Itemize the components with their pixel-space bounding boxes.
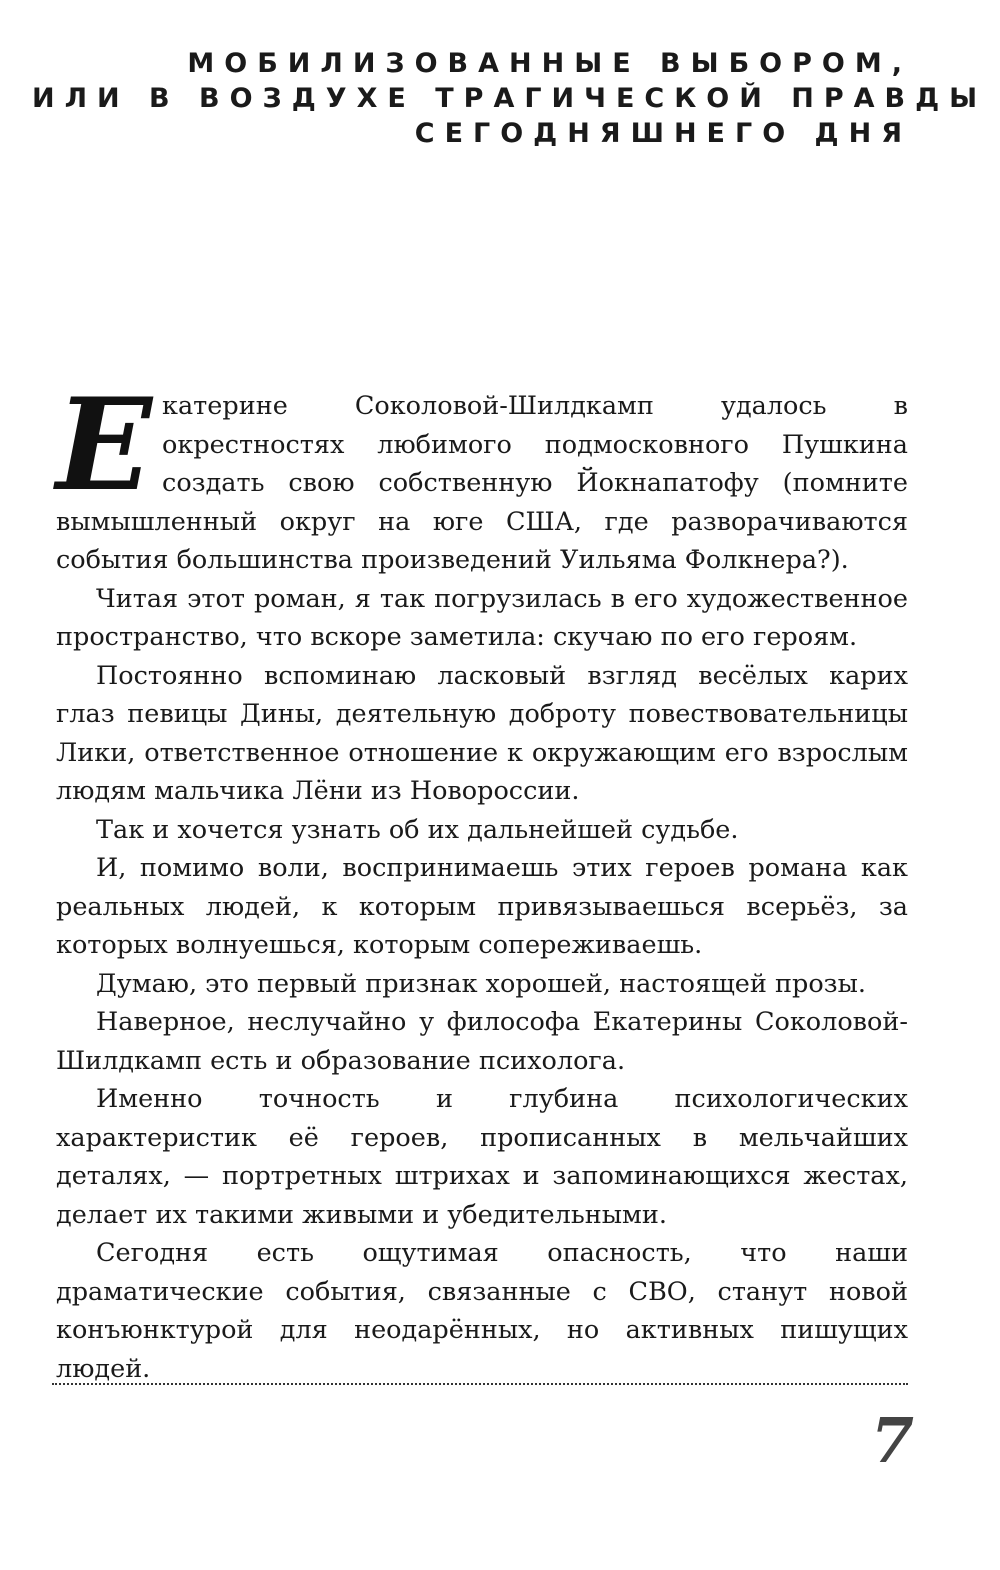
chapter-title-line: МОБИЛИЗОВАННЫЕ ВЫБОРОМ,	[187, 48, 912, 79]
paragraph: Читая этот роман, я так погрузилась в его художественное пространство, что вскоре заметила: скучаю по его героям.	[56, 583, 908, 652]
body-text	[56, 371, 908, 1388]
dotted-divider	[52, 1383, 908, 1385]
paragraph: Постоянно вспоминаю ласковый взгляд весёлых карих глаз певицы Дины, деятельную доброту повествовательницы Лики, ответственное отношение к окружающим его взрослым людям мальчика Лёни из Новороссии.	[56, 660, 908, 806]
chapter-title-line: СЕГОДНЯШНЕГО ДНЯ	[414, 118, 912, 149]
paragraph	[56, 371, 908, 580]
paragraph: Наверное, неслучайно у философа Екатерины Соколовой-Шилдкамп есть и образование психолога.	[56, 1007, 908, 1076]
paragraph: Сегодня есть ощутимая опасность, что наши драматические события, связанные с СВО, станут новой конъюнктурой для неодарённых, но активных пишущих людей.	[56, 1238, 908, 1384]
page-number: 7	[870, 1404, 914, 1477]
chapter-title-line: ИЛИ В ВОЗДУХЕ ТРАГИЧЕСКОЙ ПРАВДЫ	[32, 83, 988, 114]
paragraph-text: катерине Соколовой-Шилдкамп удалось в окрестностях любимого подмосковного Пушкина создать свою собственную Йокнапатофу (помните вымышленный округ на юге США, где разворачиваются события большинства произведений Уильяма Фолкнера?).	[56, 391, 908, 575]
paragraph: Думаю, это первый признак хорошей, настоящей прозы.	[96, 968, 866, 999]
drop-cap: Е	[56, 371, 153, 519]
chapter-title	[32, 46, 988, 151]
paragraph: Так и хочется узнать об их дальнейшей судьбе.	[96, 814, 739, 845]
paragraph: Именно точность и глубина психологических характеристик её героев, прописанных в мельчайших деталях, — портретных штрихах и запоминающихся жестах, делает их такими живыми и убедительными.	[56, 1084, 908, 1230]
paragraph: И, помимо воли, воспринимаешь этих героев романа как реальных людей, к которым привязываешься всерьёз, за которых волнуешься, которым сопереживаешь.	[56, 853, 908, 960]
